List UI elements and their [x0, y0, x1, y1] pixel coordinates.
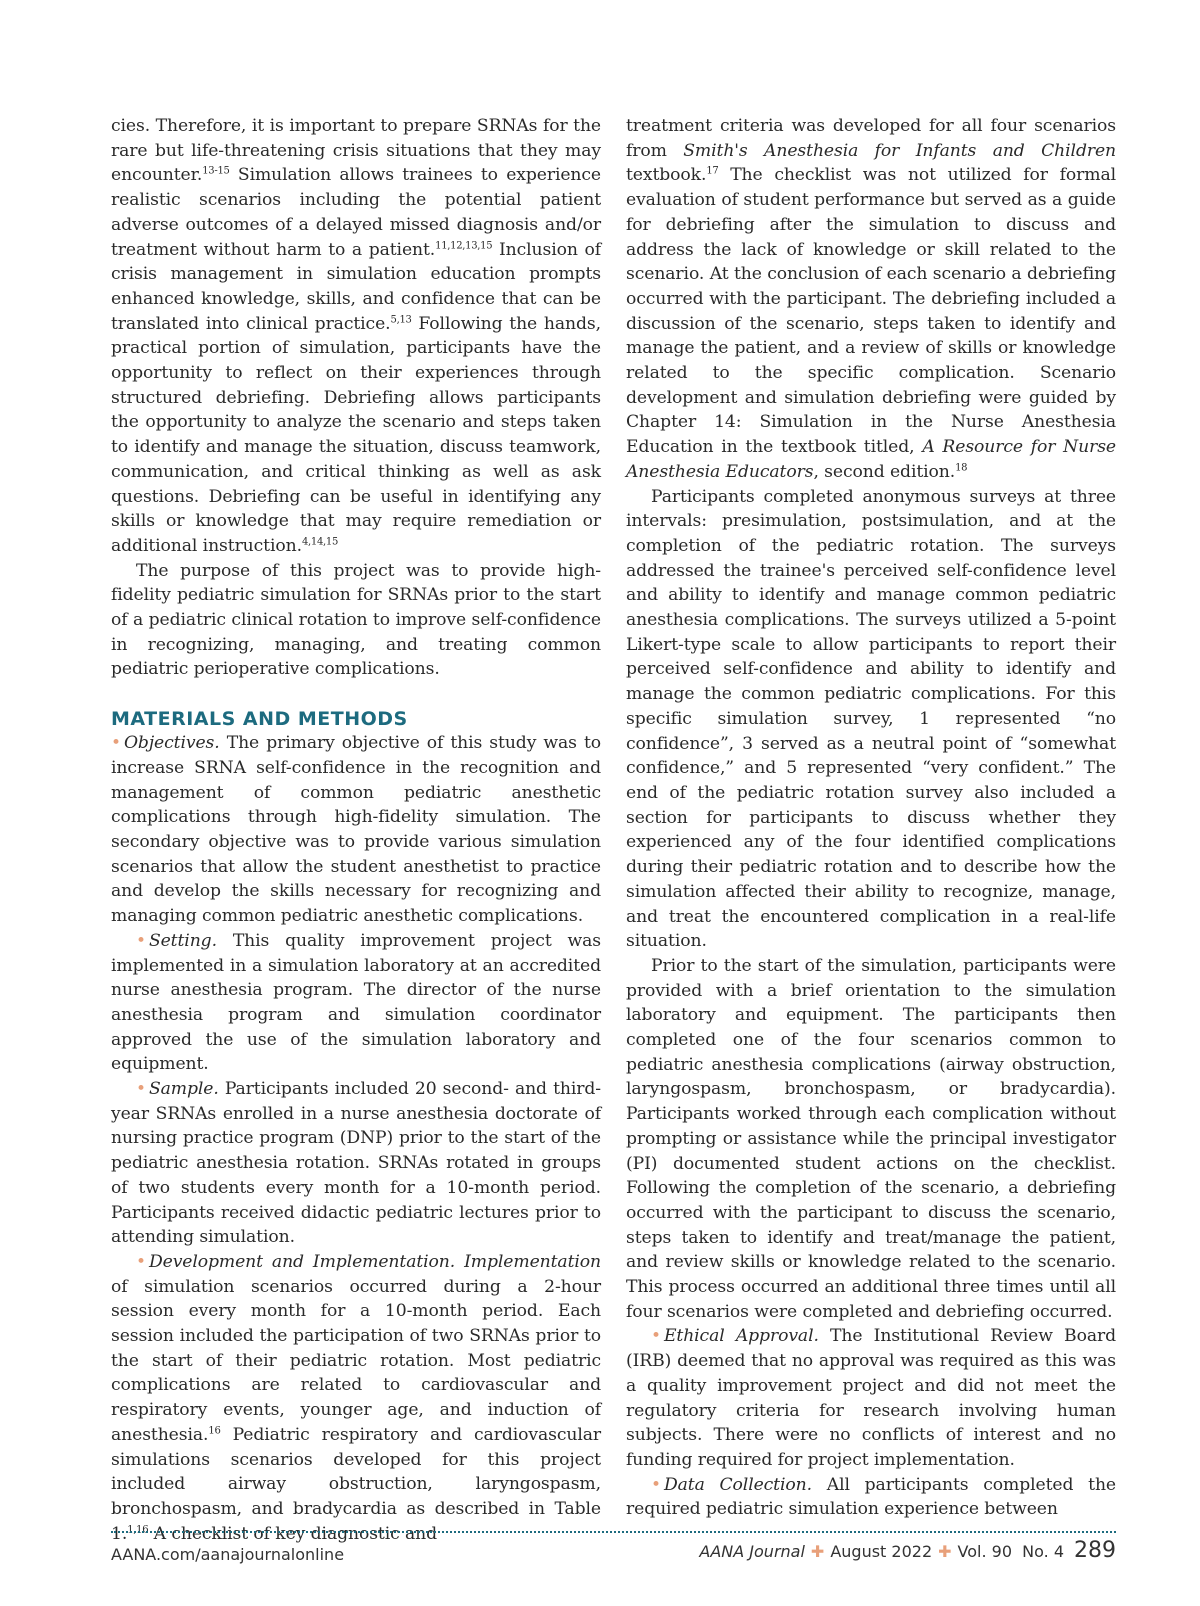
runin-label-setting: Setting.	[148, 930, 217, 951]
citation: 11,12,13,15	[435, 239, 493, 251]
paragraph-ethical-approval: • Ethical Approval. The Institutional Review Board (IRB) deemed that no approval was required as this was a quality improvement project and did not meet the regulatory criteria for research involving human subjects. There were no conflicts of interest and no funding required for project implementation.	[626, 1326, 1116, 1470]
issue-date: August 2022	[830, 1542, 933, 1561]
right-column	[626, 114, 1116, 1522]
runin-label-development: Development and Implementation.	[148, 1251, 456, 1272]
paragraph-purpose: The purpose of this project was to provide high-fidelity pediatric simulation for SRNAs prior to the start of a pediatric clinical rotation to improve self-confidence in recognizing, managing, and treating common pediatric perioperative complications.	[111, 560, 601, 680]
volume-issue: Vol. 90 No. 4	[957, 1542, 1064, 1561]
journal-name: AANA Journal	[699, 1542, 805, 1561]
paragraph-orientation: Prior to the start of the simulation, participants were provided with a brief orientation to the simulation laboratory and equipment. The participants then completed one of the four scenarios common to pediatric anesthesia complications (airway obstruction, laryngospasm, bronchospasm, or bradycardia). Participants worked through each complication without prompting or assistance while the principal investigator (PI) documented student actions on the checklist. Following the completion of the scenario, a debriefing occurred with the participant to discuss the scenario, steps taken to identify and treat/manage the patient, and review skills or knowledge related to the scenario. This process occurred an additional three times until all four scenarios were completed and debriefing occurred.	[626, 955, 1116, 1322]
citation: 18	[955, 462, 968, 474]
citation: 1,16	[127, 1523, 149, 1535]
paragraph-development: • Development and Implementation. Implementation of simulation scenarios occurred during a 2-hour session every month for a 10-month period. Each session included the participation of two SRNAs prior to the start of their pediatric rotation. Most pediatric complications are related to cardiovascular and respiratory events, younger age, and induction of anesthesia.$^{16}$ Pediatric respiratory and cardiovascular simulations scenarios developed for this project included airway obstruction, laryngospasm, bronchospasm, and bradycardia as described in Table 1.$^{1,16}$ A checklist of key diagnostic and	[111, 1251, 601, 1544]
runin-label-objectives: Objectives.	[123, 733, 220, 754]
bullet-icon: •	[136, 930, 146, 951]
book-title: A Resource for Nurse Anesthesia Educators	[626, 437, 1116, 482]
bullet-icon: •	[136, 1251, 146, 1272]
left-column	[111, 114, 601, 1546]
paragraph-checklist: treatment criteria was developed for all four scenarios from Smith's Anesthesia for Infants and Children textbook.$^{17}$ The checklist was not utilized for formal evaluation of student performance but served as a guide for debriefing after the simulation to discuss and address the lack of knowledge or skill related to the scenario. At the conclusion of each scenario a debriefing occurred with the participant. The debriefing included a discussion of the scenario, steps taken to identify and manage the patient, and a review of skills or knowledge related to the specific complication. Scenario development and simulation debriefing were guided by Chapter 14: Simulation in the Nurse Anesthesia Education in the textbook titled, A Resource for Nurse Anesthesia Educators, second edition.$^{18}$	[626, 116, 1116, 482]
bullet-icon: •	[651, 1474, 661, 1495]
paragraph-surveys: Participants completed anonymous surveys at three intervals: presimulation, postsimulation, and at the completion of the pediatric rotation. The surveys addressed the trainee's perceived self-confidence level and ability to identify and manage common pediatric anesthesia complications. The surveys utilized a 5-point Likert-type scale to allow participants to report their perceived self-confidence and ability to identify and manage the common pediatric complications. For this specific simulation survey, 1 represented “no confidence”, 3 served as a neutral point of “somewhat confidence,” and 5 represented “very confident.” The end of the pediatric rotation survey also included a section for participants to discuss whether they experienced any of the four identified complications during their pediatric rotation and to describe how the simulation affected their ability to recognize, manage, and treat the encountered complication in a real-life situation.	[626, 486, 1116, 952]
citation: 17	[706, 165, 719, 177]
bullet-icon: •	[111, 733, 121, 754]
plus-separator-icon: ✚	[938, 1542, 952, 1561]
footer-divider	[111, 1531, 1116, 1533]
footer-citation	[699, 1538, 1116, 1563]
footer-url-link[interactable]: AANA.com/aanajournalonline	[111, 1545, 345, 1564]
runin-label-ethical: Ethical Approval.	[663, 1326, 819, 1347]
bullet-icon: •	[651, 1326, 661, 1347]
paragraph-setting: • Setting. This quality improvement project was implemented in a simulation laboratory at an accredited nurse anesthesia program. The director of the nurse anesthesia program and simulation coordinator approved the use of the simulation laboratory and equipment.	[111, 930, 601, 1075]
section-heading-materials-methods: MATERIALS AND METHODS	[111, 708, 408, 731]
citation: 16	[208, 1425, 221, 1437]
paragraph-data-collection: • Data Collection. All participants completed the required pediatric simulation experience between	[626, 1474, 1117, 1520]
book-title: Smith's Anesthesia for Infants and Children	[683, 140, 1116, 161]
runin-label-sample: Sample.	[148, 1079, 219, 1100]
bullet-icon: •	[136, 1079, 146, 1100]
paragraph-objectives: • Objectives. The primary objective of this study was to increase SRNA self-confidence in the recognition and management of common pediatric anesthetic complications through high-fidelity simulation. The secondary objective was to provide various simulation scenarios that allow the student anesthetist to practice and develop the skills necessary for recognizing and managing common pediatric anesthetic complications.	[111, 733, 601, 927]
citation: 4,14,15	[301, 536, 339, 548]
runin-label-data-collection: Data Collection.	[663, 1474, 812, 1495]
plus-separator-icon: ✚	[810, 1542, 825, 1561]
paragraph-sample: • Sample. Participants included 20 second- and third-year SRNAs enrolled in a nurse anesthesia doctorate of nursing practice program (DNP) prior to the start of the pediatric anesthesia rotation. SRNAs rotated in groups of two students every month for a 10-month period. Participants received didactic pediatric lectures prior to attending simulation.	[111, 1079, 601, 1248]
page-number: 289	[1074, 1538, 1116, 1563]
citation: 13-15	[202, 165, 230, 177]
paragraph-intro-continued: cies. Therefore, it is important to prepare SRNAs for the rare but life-threatening crisis situations that they may encounter.$^{13-15}$ Simulation allows trainees to experience realistic scenarios including the potential patient adverse outcomes of a delayed missed diagnosis and/or treatment without harm to a patient.$^{11,12,13,15}$ Inclusion of crisis management in simulation education prompts enhanced knowledge, skills, and confidence that can be translated into clinical practice.$^{5,13}$ Following the hands, practical portion of simulation, participants have the opportunity to reflect on their experiences through structured debriefing. Debriefing allows participants the opportunity to analyze the scenario and steps taken to identify and manage the situation, discuss teamwork, communication, and critical thinking as well as ask questions. Debriefing can be useful in identifying any skills or knowledge that may require remediation or additional instruction.$^{4,14,15}$	[111, 116, 602, 556]
citation: 5,13	[390, 313, 412, 325]
